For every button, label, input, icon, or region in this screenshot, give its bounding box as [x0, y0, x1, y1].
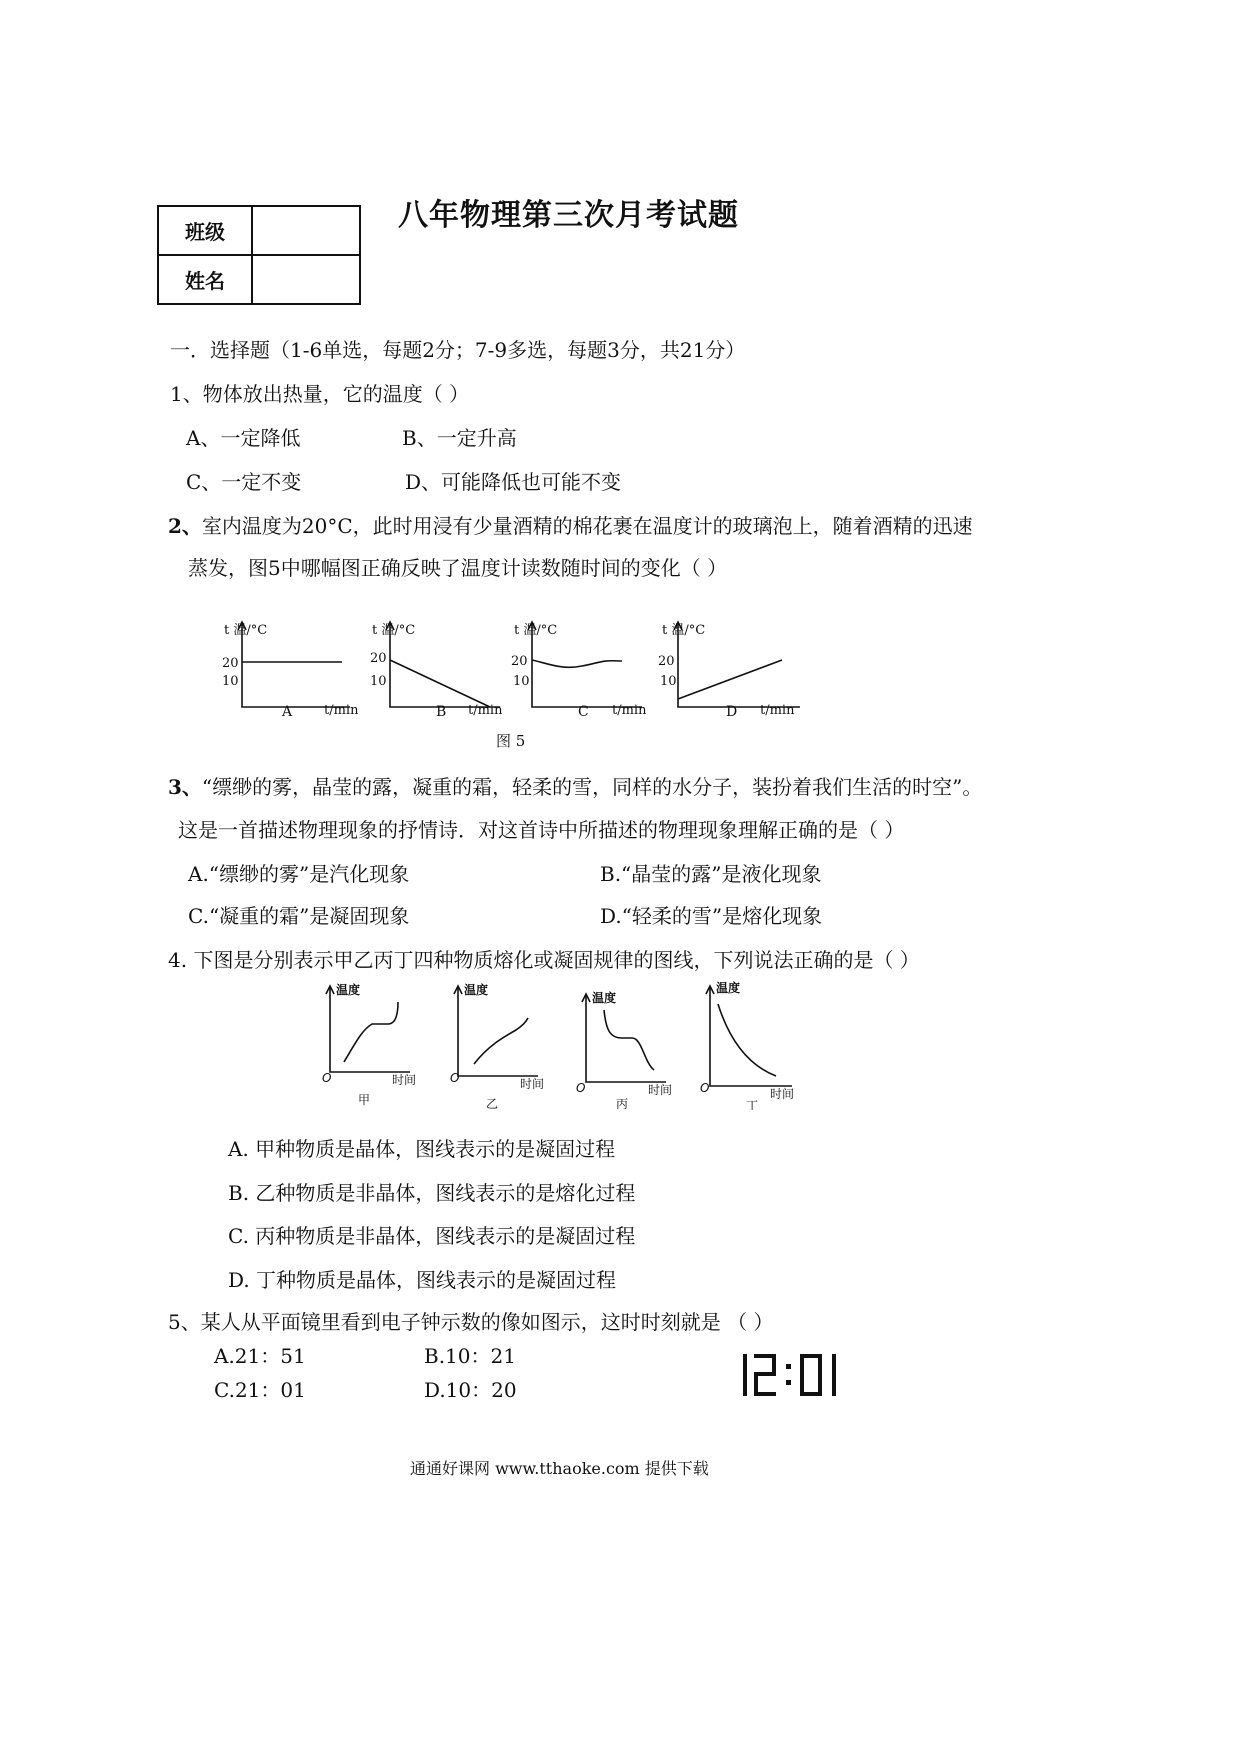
q4-yi-origin: O — [450, 1071, 460, 1085]
page-title: 八年物理第三次月考试题 — [398, 198, 739, 233]
q2-d-tick10: 10 — [660, 674, 677, 689]
q2-c-curve — [532, 660, 622, 667]
q4-panel-ding — [700, 980, 794, 1110]
q2-b-ylabel: t 温/°C — [372, 623, 416, 638]
q4-jia-curve — [344, 1002, 398, 1062]
q4-ding-curve — [718, 1004, 776, 1076]
q4-panel-bing — [576, 990, 672, 1110]
q2-d-tick20: 20 — [658, 654, 675, 669]
q3-option-d: D.“轻柔的雪”是熔化现象 — [600, 904, 823, 928]
q2-c-tick20: 20 — [511, 654, 528, 669]
q1-option-b: B、一定升高 — [402, 426, 517, 450]
info-table — [157, 205, 361, 305]
q2-a-letter: A — [282, 704, 293, 720]
q1-option-d: D、可能降低也可能不变 — [405, 470, 622, 494]
q4-option-b: B. 乙种物质是非晶体，图线表示的是熔化过程 — [228, 1181, 636, 1205]
q2-a-tick10: 10 — [222, 674, 239, 689]
q4-jia-axes — [330, 988, 410, 1072]
q3-option-a: A.“缥缈的雾”是汽化现象 — [188, 862, 410, 886]
q4-bing-curve — [604, 1010, 654, 1070]
q4-bing-xlabel: 时间 — [648, 1083, 673, 1097]
footer-text: 通通好课网 www.tthaoke.com 提供下载 — [410, 1459, 709, 1478]
q4-option-a: A. 甲种物质是晶体，图线表示的是凝固过程 — [228, 1137, 616, 1161]
q2-a-xlabel: t/min — [324, 703, 359, 718]
q4-ding-xlabel: 时间 — [770, 1087, 795, 1101]
q4-ding-ylabel: 温度 — [716, 981, 741, 995]
q2-stem-line1 — [168, 510, 973, 539]
q2-d-ylabel: t 温/°C — [662, 623, 706, 638]
q2-c-ylabel: t 温/°C — [514, 623, 558, 638]
q4-yi-axes — [458, 988, 538, 1076]
q2-b-tick20: 20 — [370, 651, 387, 666]
q2-figure — [210, 612, 810, 752]
q1-option-c: C、一定不变 — [186, 470, 302, 494]
q2-c-tick10: 10 — [513, 674, 530, 689]
q2-stem1: 室内温度为20°C，此时用浸有少量酒精的棉花裹在温度计的玻璃泡上，随着酒精的迅速 — [201, 514, 973, 538]
q2-a-ylabel: t 温/°C — [224, 623, 268, 638]
q2-d-xlabel: t/min — [760, 703, 795, 718]
q2-d-letter: D — [726, 704, 738, 720]
q1-option-a: A、一定降低 — [186, 426, 301, 450]
q2-b-letter: B — [436, 704, 447, 720]
q5-option-b: B.10：21 — [424, 1344, 516, 1368]
section-heading: 一．选择题（1-6单选，每题2分；7-9多选，每题3分，共21分） — [170, 338, 746, 362]
mirrored-clock-image — [740, 1352, 840, 1398]
q3-number: 3、 — [168, 775, 202, 799]
q2-c-letter: C — [578, 704, 589, 720]
q3-stem-line1 — [168, 771, 982, 800]
q4-jia-ylabel: 温度 — [336, 983, 361, 997]
q5-option-c: C.21：01 — [214, 1378, 306, 1402]
q4-bing-name: 丙 — [616, 1097, 629, 1110]
q4-jia-origin: O — [322, 1071, 332, 1085]
q4-yi-ylabel: 温度 — [464, 983, 489, 997]
q4-ding-axes — [710, 988, 792, 1086]
q2-stem-line2: 蒸发，图5中哪幅图正确反映了温度计读数随时间的变化（ ） — [188, 556, 728, 580]
q4-option-c: C. 丙种物质是非晶体，图线表示的是凝固过程 — [228, 1224, 636, 1248]
q4-bing-origin: O — [576, 1081, 586, 1095]
q4-bing-ylabel: 温度 — [592, 991, 617, 1005]
q3-stem-line2: 这是一首描述物理现象的抒情诗．对这首诗中所描述的物理现象理解正确的是（ ） — [178, 818, 905, 842]
q2-b-tick10: 10 — [370, 674, 387, 689]
q4-ding-name: 丁 — [746, 1099, 759, 1110]
name-field[interactable] — [252, 255, 360, 304]
q4-jia-xlabel: 时间 — [392, 1073, 417, 1087]
q4-yi-curve — [474, 1018, 528, 1064]
class-label: 班级 — [158, 206, 252, 255]
q4-figure — [310, 980, 810, 1110]
q2-a-tick20: 20 — [222, 656, 239, 671]
q4-option-d: D. 丁种物质是晶体，图线表示的是凝固过程 — [228, 1268, 617, 1292]
q4-yi-name: 乙 — [486, 1097, 499, 1110]
q4-yi-xlabel: 时间 — [520, 1077, 545, 1091]
q2-b-curve — [390, 660, 490, 707]
q2-figure-caption: 图 5 — [496, 732, 526, 750]
name-label: 姓名 — [158, 255, 252, 304]
q5-stem: 5、某人从平面镜里看到电子钟示数的像如图示，这时时刻就是 （ ） — [168, 1310, 774, 1334]
q2-number: 2、 — [168, 514, 202, 538]
q2-c-xlabel: t/min — [612, 703, 647, 718]
q5-option-a: A.21：51 — [214, 1344, 306, 1368]
q4-panel-yi — [450, 982, 544, 1110]
q2-b-xlabel: t/min — [468, 703, 503, 718]
q1-stem: 1、物体放出热量，它的温度（ ） — [170, 382, 470, 406]
q4-stem: 4. 下图是分别表示甲乙丙丁四种物质熔化或凝固规律的图线，下列说法正确的是（ ） — [168, 948, 920, 972]
q4-panel-jia — [322, 982, 416, 1107]
q5-option-d: D.10：20 — [424, 1378, 517, 1402]
q3-option-c: C.“凝重的霜”是凝固现象 — [188, 904, 410, 928]
q4-jia-name: 甲 — [358, 1093, 371, 1107]
class-field[interactable] — [252, 206, 360, 255]
q2-d-curve — [678, 660, 782, 699]
q3-option-b: B.“晶莹的露”是液化现象 — [600, 862, 822, 886]
q3-stem1: “缥缈的雾，晶莹的露，凝重的霜，轻柔的雪，同样的水分子，装扮着我们生活的时空”。 — [201, 775, 983, 799]
q4-ding-origin: O — [700, 1081, 710, 1095]
